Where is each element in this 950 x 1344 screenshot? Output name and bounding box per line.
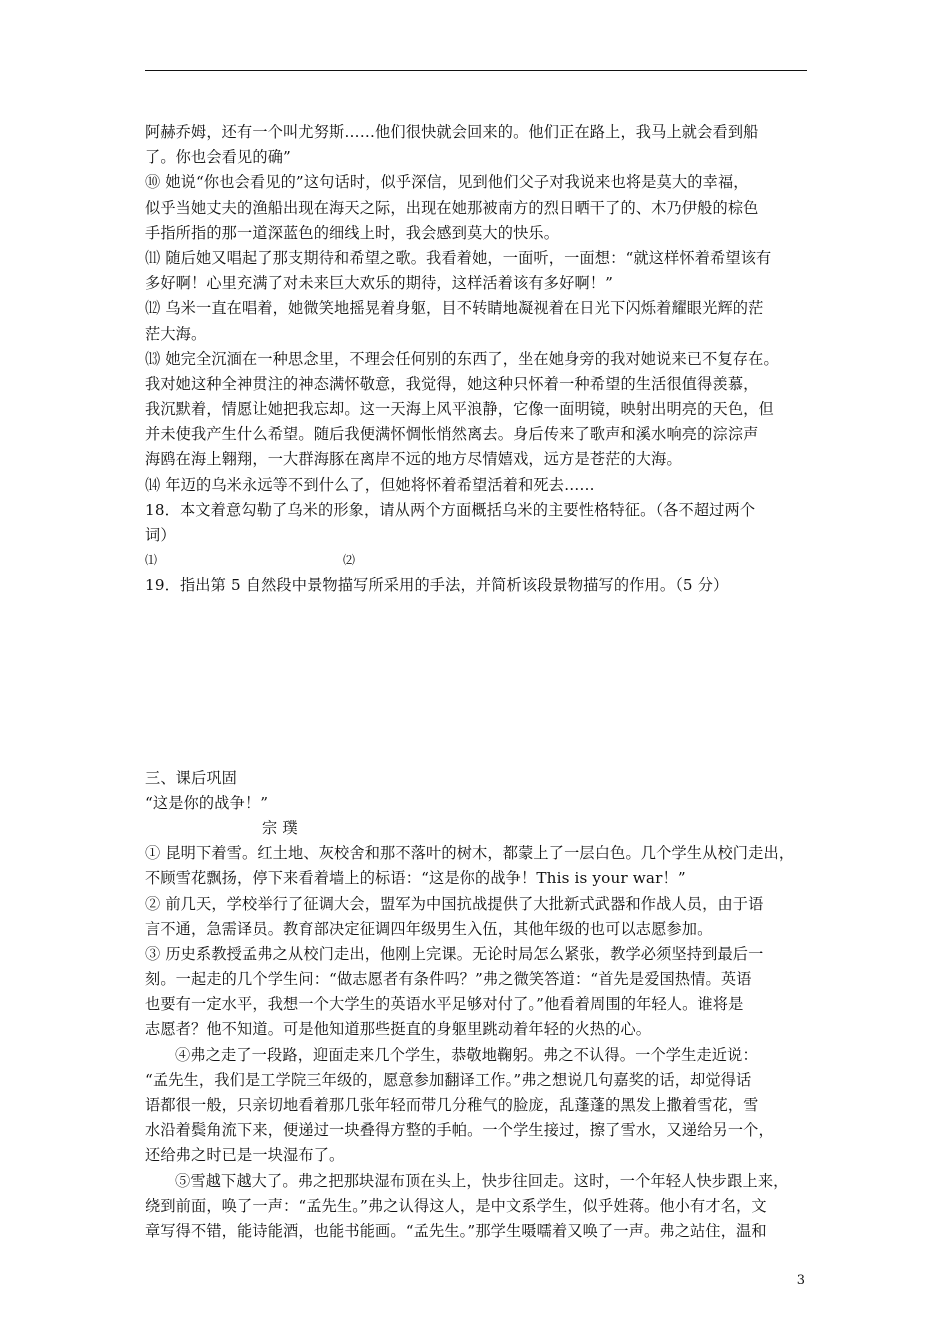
text-line: 海鸥在海上翱翔，一大群海豚在离岸不远的地方尽情嬉戏，远方是苍茫的大海。: [145, 450, 682, 469]
section-after-class: [145, 766, 813, 1245]
paragraph-12-line: ⑿ 乌米一直在唱着，她微笑地摇晃着身躯，目不转睛地凝视着在日光下闪烁着耀眼光辉的茫: [145, 299, 764, 318]
page-number: 3: [796, 1273, 805, 1288]
text-line: 绕到前面，唤了一声：“孟先生。”弗之认得这人，是中文系学生，似乎姓蒋。他小有才名，文: [145, 1196, 767, 1215]
header-rule: [145, 70, 807, 71]
text-line: 并未使我产生什么希望。随后我便满怀惆怅悄然离去。身后传来了歌声和溪水响亮的淙淙声: [145, 425, 759, 444]
paragraph-1-line: ① 昆明下着雪。红土地、灰校舍和那不落叶的树木，都蒙上了一层白色。几个学生从校门走出，: [145, 844, 795, 863]
question-19: 19．指出第 5 自然段中景物描写所采用的手法，并简析该段景物描写的作用。（5 分）: [145, 576, 729, 595]
question-18: 18．本文着意勾勒了乌米的形象，请从两个方面概括乌米的主要性格特征。（各不超过两个: [145, 500, 756, 519]
text-line: 言不通，急需译员。教育部决定征调四年级男生入伍，其他年级的也可以志愿参加。: [145, 919, 713, 938]
text-line: 也要有一定水平，我想一个大学生的英语水平足够对付了。”他看着周围的年轻人。谁将是: [145, 995, 744, 1014]
question-18-answer-slots: [145, 548, 813, 573]
paragraph-11-line: ⑾ 随后她又唱起了那支期待和希望之歌。我看着她，一面听，一面想：“就这样怀着希望该有: [145, 248, 772, 267]
paragraph-10-line: ⑩ 她说“你也会看见的”这句话时，似乎深信，见到他们父子对我说来也将是莫大的幸福，: [145, 173, 749, 192]
text-line: 章写得不错，能诗能酒，也能书能画。“孟先生。”那学生嗫嚅着又唤了一声。弗之站住，温和: [145, 1221, 767, 1240]
page-content: [145, 120, 813, 1244]
answer-space: [145, 599, 813, 766]
text-line: 茫大海。: [145, 324, 207, 343]
text-line: 不顾雪花飘扬，停下来看着墙上的标语：“这是你的战争！This is your war！”: [145, 869, 686, 888]
paragraph-4-line: ④弗之走了一段路，迎面走来几个学生，恭敬地鞠躬。弗之不认得。一个学生走近说：: [175, 1045, 758, 1064]
paragraph-2-line: ② 前几天，学校举行了征调大会，盟军为中国抗战提供了大批新式武器和作战人员，由于语: [145, 894, 764, 913]
article-title: “这是你的战争！”: [145, 793, 269, 812]
answer-slot-2-label: ⑵: [343, 553, 356, 568]
text-line: 我沉默着，情愿让她把我忘却。这一天海上风平浪静，它像一面明镜，映射出明亮的天色，但: [145, 400, 774, 419]
section-reading-continued: [145, 120, 813, 599]
text-line: 多好啊！心里充满了对未来巨大欢乐的期待，这样活着该有多好啊！”: [145, 274, 614, 293]
text-line: 手指所指的那一道深蓝色的细线上时，我会感到莫大的快乐。: [145, 223, 560, 242]
question-18-continued: 词）: [145, 526, 176, 544]
text-line: “孟先生，我们是工学院三年级的，愿意参加翻译工作。”弗之想说几句嘉奖的话，却觉得话: [145, 1070, 752, 1089]
paragraph-13-line: ⒀ 她完全沉湎在一种思念里，不理会任何别的东西了，坐在她身旁的我对她说来已不复存在。: [145, 349, 779, 368]
paragraph-3-line: ③ 历史系教授孟弗之从校门走出，他刚上完课。无论时局怎么紧张，教学必须坚持到最后一: [145, 944, 764, 963]
text-line: 语都很一般，只亲切地看着那几张年轻而带几分稚气的脸庞，乱蓬蓬的黑发上撒着雪花，雪: [145, 1096, 759, 1114]
text-line: 阿赫乔姆，还有一个叫尤努斯……他们很快就会回来的。他们正在路上，我马上就会看到船: [145, 123, 759, 141]
text-line: 了。你也会看见的确”: [145, 148, 291, 167]
paragraph-5-line: ⑤雪越下越大了。弗之把那块湿布顶在头上，快步往回走。这时，一个年轻人快步跟上来，: [175, 1171, 789, 1190]
text-line: 似乎当她丈夫的渔船出现在海天之际，出现在她那被南方的烈日晒干了的、木乃伊般的棕色: [145, 198, 759, 217]
text-line: 水沿着鬓角流下来，便递过一块叠得方整的手帕。一个学生接过，擦了雪水，又递给另一个，: [145, 1121, 774, 1140]
text-line: 还给弗之时已是一块湿布了。: [145, 1146, 345, 1165]
article-author: 宗 璞: [262, 818, 298, 837]
text-line: 我对她这种全神贯注的神态满怀敬意，我觉得，她这种只怀着一种希望的生活很值得羡慕，: [145, 374, 759, 393]
text-line: 刻。一起走的几个学生问：“做志愿者有条件吗？”弗之微笑答道：“首先是爱国热情。英语: [145, 970, 752, 989]
text-line: 志愿者？他不知道。可是他知道那些挺直的身躯里跳动着年轻的火热的心。: [145, 1020, 652, 1039]
paragraph-14-line: ⒁ 年迈的乌米永远等不到什么了，但她将怀着希望活着和死去……: [145, 475, 595, 494]
answer-slot-1-label: ⑴: [145, 553, 158, 568]
section-heading: 三、课后巩固: [145, 768, 238, 787]
